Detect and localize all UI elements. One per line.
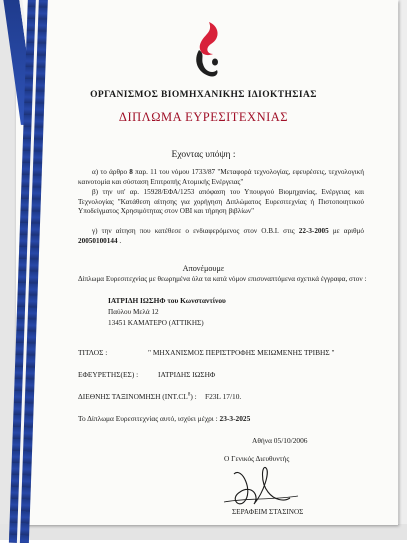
obi-logo-icon xyxy=(185,20,229,80)
owner-address-line2: 13451 ΚΑΜΑΤΕΡΟ (ΑΤΤΙΚΗΣ) xyxy=(108,319,204,327)
owner-name: ΙΑΤΡΙΔΗ ΙΩΣΗΦ του Κωνσταντίνου xyxy=(108,296,226,305)
handwritten-signature xyxy=(214,462,308,512)
ipc-value: F23L 17/10. xyxy=(205,392,242,401)
organization-name: ΟΡΓΑΝΙΣΜΟΣ ΒΙΟΜΗΧΑΝΙΚΗΣ ΙΔΙΟΚΤΗΣΙΑΣ xyxy=(90,90,317,100)
having-regard-heading: Εχοντας υπόψη : xyxy=(171,150,236,160)
paragraph-a: α) το άρθρο 8 παρ. 11 του νόμου 1733/87 "Μεταφορά τεχνολογίας, εφευρέσεις, τεχνολογική καινοτομία και σύσταση Επιτροπής Ατομικής Ενέργειας" xyxy=(78,168,364,186)
title-value: " ΜΗΧΑΝΙΣΜΟΣ ΠΕΡΙΣΤΡΟΦΗΣ ΜΕΙΩΜΕΝΗΣ ΤΡΙΒΗΣ " xyxy=(148,348,335,357)
place-date: Αθήνα 05/10/2006 xyxy=(252,436,308,445)
ipc-label: ΔΙΕΘΝΗΣ ΤΑΞΙΝΟΜΗΣΗ $(INT.CL^8)$ : xyxy=(78,392,197,401)
inventor-label: ΕΦΕΥΡΕΤΗΣ(ΕΣ) : xyxy=(78,370,139,379)
title-label: ΤΙΤΛΟΣ : xyxy=(78,348,108,357)
inventor-value: ΙΑΤΡΙΔΗΣ ΙΩΣΗΦ xyxy=(158,370,216,379)
decision-heading: Απονέμουμε xyxy=(182,264,225,273)
document-title: ΔΙΠΛΩΜΑ ΕΥΡΕΣΙΤΕΧΝΙΑΣ xyxy=(118,110,289,124)
owner-address-line1: Παύλου Μελά 12 xyxy=(108,308,159,316)
paragraph-b: β) την υπ' αρ. 15928/ΕΦΑ/1253 απόφαση του Υπουργού Βιομηχανίας, Ενέργειας και Τεχνολογίας "Κατάθεση αίτησης για χορήγηση Διπλώματος Ευρεσιτεχνίας ή Πιστοποιητικού Υποδείγματος Χρησιμότητας στον ΟΒΙ και τήρηση βιβλίων" xyxy=(78,188,364,216)
paragraph-c: γ) την αίτηση που κατέθεσε ο ενδιαφερόμενος στον Ο.Β.Ι. στις 22-3-2005 με αριθμό 20050100144 . xyxy=(78,227,364,245)
signatory-name: ΣΕΡΑΦΕΙΜ ΣΤΑΣΙΝΟΣ xyxy=(232,508,304,516)
background-bottom xyxy=(0,524,407,540)
grant-text: Δίπλωμα Ευρεσιτεχνίας με θεωρημένα όλα τα κατά νόμον επισυναπτόμενα σχετικά έγγραφα, στον : xyxy=(78,275,367,283)
validity-line: Το Δίπλωμα Ευρεσιτεχνίας αυτό, ισχύει μέχρι : 23-3-2025 xyxy=(78,414,251,423)
signatory-role: Ο Γενικός Διευθυντής xyxy=(224,454,290,463)
